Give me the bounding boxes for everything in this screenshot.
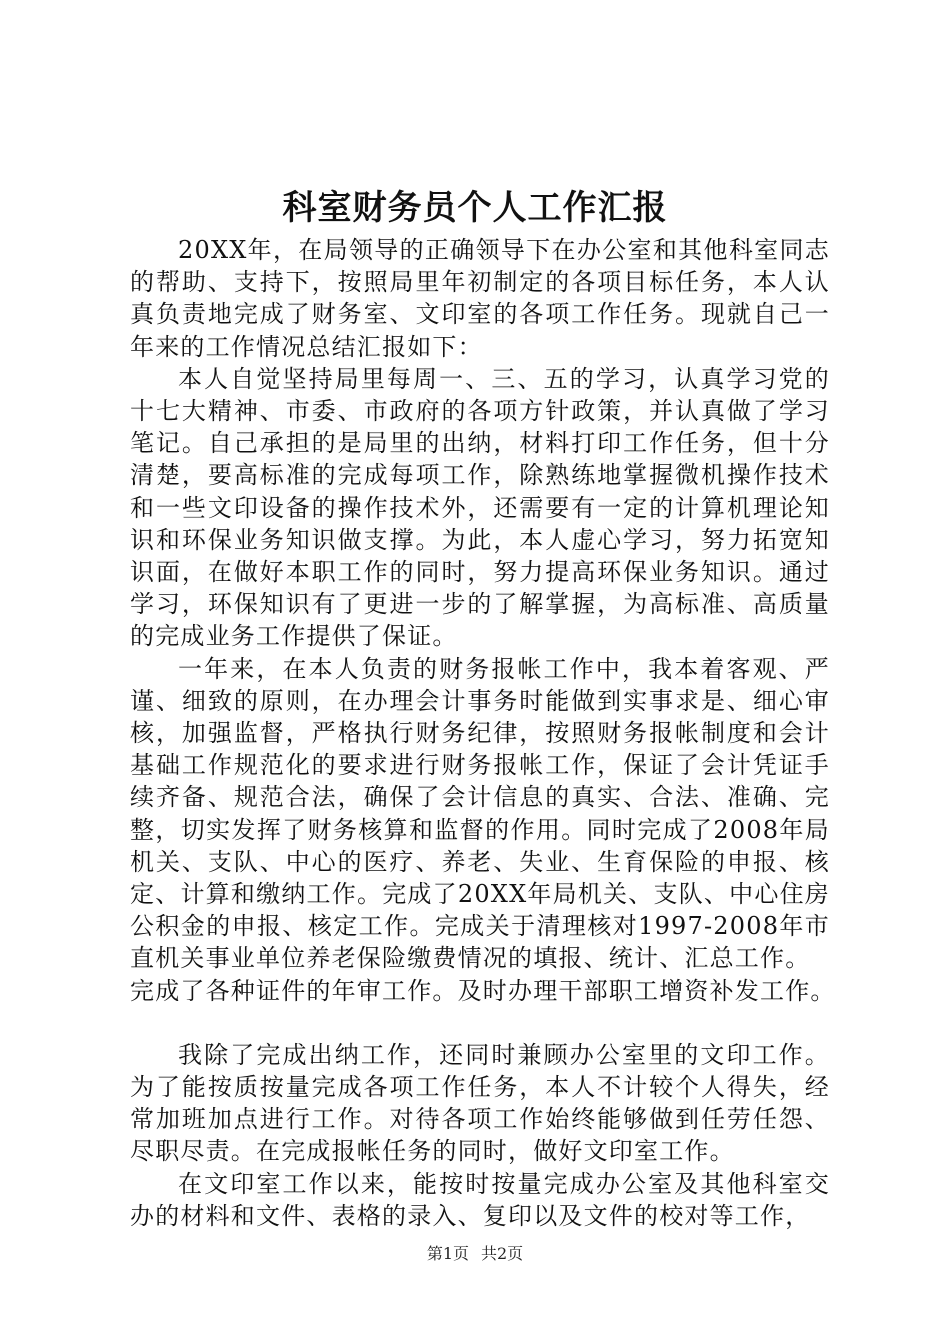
paragraph-print-room: 在文印室工作以来，能按时按量完成办公室及其他科室交办的材料和文件、表格的录入、复印以及文件的校对等工作， xyxy=(130,1169,830,1230)
page-footer xyxy=(0,1244,950,1264)
document-title: 科室财务员个人工作汇报 xyxy=(282,188,668,228)
paragraph-print-duty: 我除了完成出纳工作，还同时兼顾办公室里的文印工作。为了能按质按量完成各项工作任务，本人不计较个人得失，经常加班加点进行工作。对待各项工作始终能够做到任劳任怨、尽职尽责。在完成报帐任务的同时，做好文印室工作。 xyxy=(130,1040,830,1166)
paragraph-finance: 一年来，在本人负责的财务报帐工作中，我本着客观、严谨、细致的原则，在办理会计事务时能做到实事求是、细心审核，加强监督，严格执行财务纪律，按照财务报帐制度和会计基础工作规范化的要求进行财务报帐工作，保证了会计凭证手续齐备、规范合法，确保了会计信息的真实、合法、准确、完整，切实发挥了财务核算和监督的作用。同时完成了2008年局机关、支队、中心的医疗、养老、失业、生育保险的申报、核定、计算和缴纳工作。完成了20XX年局机关、支队、中心住房公积金的申报、核定工作。完成关于清理核对1997-2008年市直机关事业单位养老保险缴费情况的填报、统计、汇总工作。 xyxy=(130,654,830,973)
paragraph-gap xyxy=(130,1007,830,1039)
paragraph-finance-end: 完成了各种证件的年审工作。及时办理干部职工增资补发工作。 xyxy=(130,976,836,1005)
paragraph-study: 本人自觉坚持局里每周一、三、五的学习，认真学习党的十七大精神、市委、市政府的各项方针政策，并认真做了学习笔记。自己承担的是局里的出纳，材料打印工作任务，但十分清楚，要高标准的完成每项工作，除熟练地掌握微机操作技术和一些文印设备的操作技术外，还需要有一定的计算机理论知识和环保业务知识做支撑。为此，本人虚心学习，努力拓宽知识面，在做好本职工作的同时，努力提高环保业务知识。通过学习，环保知识有了更进一步的了解掌握，为高标准、高质量的完成业务工作提供了保证。 xyxy=(130,364,830,651)
page-total: 共2页 xyxy=(481,1244,524,1263)
page-number: 第1页 xyxy=(426,1244,469,1263)
paragraph-intro: 20XX年，在局领导的正确领导下在办公室和其他科室同志的帮助、支持下，按照局里年初制定的各项目标任务，本人认真负责地完成了财务室、文印室的各项工作任务。现就自己一年来的工作情况总结汇报如下： xyxy=(130,236,830,361)
document-body xyxy=(130,234,836,1232)
